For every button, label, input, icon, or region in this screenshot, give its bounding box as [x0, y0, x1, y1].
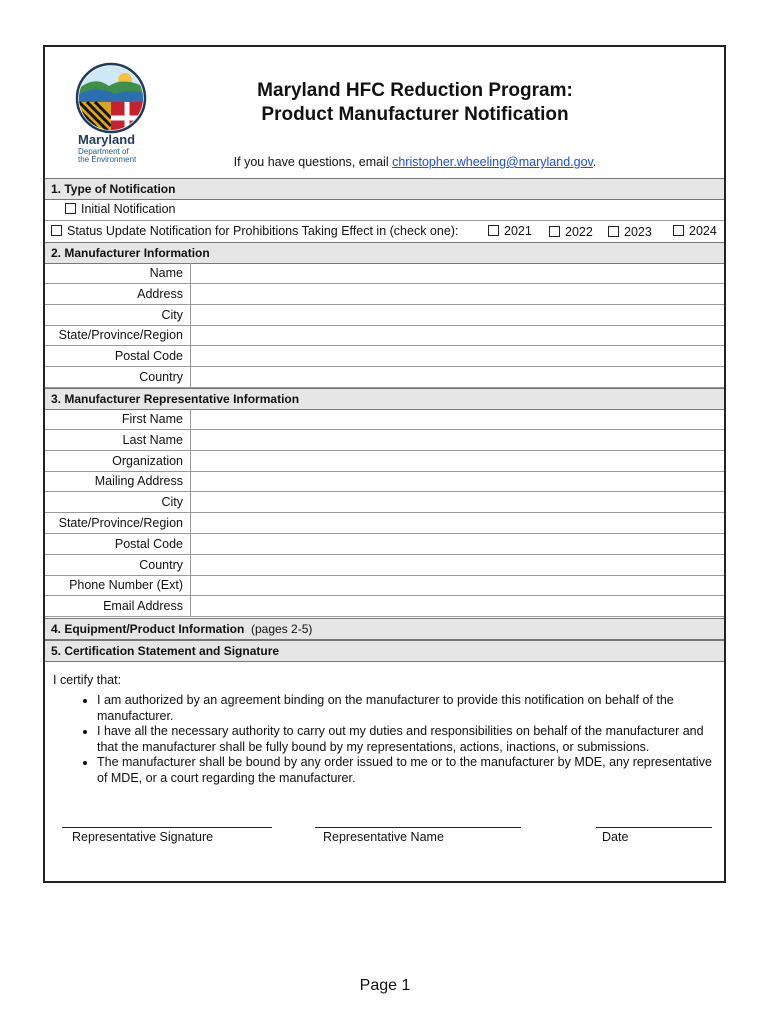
form-row	[45, 492, 724, 513]
date-label: Date	[602, 830, 629, 844]
field-label: State/Province/Region	[58, 328, 183, 343]
section-2-header: 2. Manufacturer Information	[45, 242, 724, 264]
date-line[interactable]	[596, 827, 712, 828]
year-option-2023[interactable]: 2023	[608, 224, 652, 240]
certification-bullet: • I have all the necessary authority to carry out my duties and responsibilities on behalf of the manufacturer and that the manufacturer shall be fully bound by my representations, actions, inactions, or submissions.	[97, 724, 713, 755]
field-input[interactable]	[190, 430, 724, 450]
field-input[interactable]	[190, 596, 724, 616]
field-label: Mailing Address	[94, 474, 183, 489]
field-input[interactable]	[190, 305, 724, 325]
field-input[interactable]	[190, 263, 724, 283]
section-1-header: 1. Type of Notification	[45, 178, 724, 200]
section-5-header: 5. Certification Statement and Signature	[45, 640, 724, 662]
signature-line[interactable]	[62, 827, 272, 828]
year-checkbox[interactable]	[608, 226, 619, 237]
field-input[interactable]	[190, 513, 724, 533]
form-row	[45, 451, 724, 472]
form-row	[45, 409, 724, 430]
field-label: First Name	[121, 412, 183, 426]
year-checkbox[interactable]	[488, 225, 499, 236]
field-label: Country	[139, 557, 183, 572]
logo-wordmark: Maryland	[78, 132, 136, 147]
certification-bullet: • I am authorized by an agreement binding on the manufacturer to provide this notification on behalf of the manufacturer.	[97, 693, 713, 724]
section-3-header: 3. Manufacturer Representative Information	[45, 388, 724, 410]
field-input[interactable]	[190, 346, 724, 366]
field-input[interactable]	[190, 451, 724, 471]
field-input[interactable]	[190, 367, 724, 387]
name-line[interactable]	[315, 827, 521, 828]
logo-subtitle: Department of the Environment	[78, 147, 137, 164]
certify-intro: I certify that:	[53, 673, 122, 687]
field-input[interactable]	[190, 492, 724, 512]
year-checkbox[interactable]	[549, 226, 560, 237]
year-option-2024[interactable]: 2024	[673, 223, 717, 239]
status-update-checkbox[interactable]	[51, 225, 62, 236]
field-label: Name	[149, 266, 183, 280]
contact-email-link[interactable]: christopher.wheeling@maryland.gov	[392, 155, 593, 169]
form-row	[45, 555, 724, 576]
initial-notification-checkbox[interactable]	[65, 203, 76, 214]
initial-notification-option[interactable]: Initial Notification	[65, 201, 176, 217]
field-label: Address	[137, 286, 183, 301]
form-row	[45, 471, 724, 492]
certification-bullet: • The manufacturer shall be bound by any order issued to me or to the manufacturer by MDE, any representative of MDE, or a court regarding the manufacturer.	[97, 755, 713, 786]
status-update-option[interactable]: Status Update Notification for Prohibitions Taking Effect in (check one):	[51, 223, 458, 239]
form-row	[45, 263, 724, 284]
signature-label: Representative Signature	[72, 830, 214, 844]
field-label: Organization	[112, 453, 183, 468]
form-row	[45, 367, 724, 388]
field-input[interactable]	[190, 284, 724, 304]
field-input[interactable]	[190, 575, 724, 595]
certification-list	[53, 693, 713, 786]
field-label: Phone Number (Ext)	[69, 578, 183, 593]
form-row	[45, 346, 724, 367]
field-label: Last Name	[122, 432, 183, 447]
field-label: City	[161, 495, 183, 510]
field-input[interactable]	[190, 471, 724, 491]
page-title: Maryland HFC Reduction Program: Product Manufacturer Notification	[257, 80, 573, 125]
year-option-2021[interactable]: 2021	[488, 223, 532, 239]
field-label: Postal Code	[114, 349, 183, 364]
field-input[interactable]	[190, 555, 724, 575]
form-row	[45, 534, 724, 555]
form-row	[45, 305, 724, 326]
field-input[interactable]	[190, 534, 724, 554]
field-label: City	[161, 307, 183, 322]
field-label: Country	[139, 370, 183, 384]
page-number: Page 1	[359, 977, 411, 994]
year-option-2022[interactable]: 2022	[549, 224, 593, 240]
form-row	[45, 575, 724, 596]
form-row	[45, 284, 724, 305]
section-4-header: 4. Equipment/Product Information (pages 2-5)	[45, 618, 724, 640]
field-label: Postal Code	[114, 536, 183, 551]
field-label: Email Address	[103, 599, 183, 614]
form-row	[45, 430, 724, 451]
field-label: State/Province/Region	[58, 516, 183, 530]
form-row	[45, 596, 724, 617]
form-row	[45, 325, 724, 346]
year-checkbox[interactable]	[673, 225, 684, 236]
contact-line: If you have questions, email christopher.wheeling@maryland.gov.	[233, 155, 597, 169]
mde-logo	[75, 62, 147, 134]
form-row	[45, 513, 724, 534]
field-input[interactable]	[190, 409, 724, 429]
form-frame	[43, 45, 726, 883]
divider	[45, 220, 724, 221]
field-input[interactable]	[190, 325, 724, 345]
name-label: Representative Name	[323, 830, 444, 844]
